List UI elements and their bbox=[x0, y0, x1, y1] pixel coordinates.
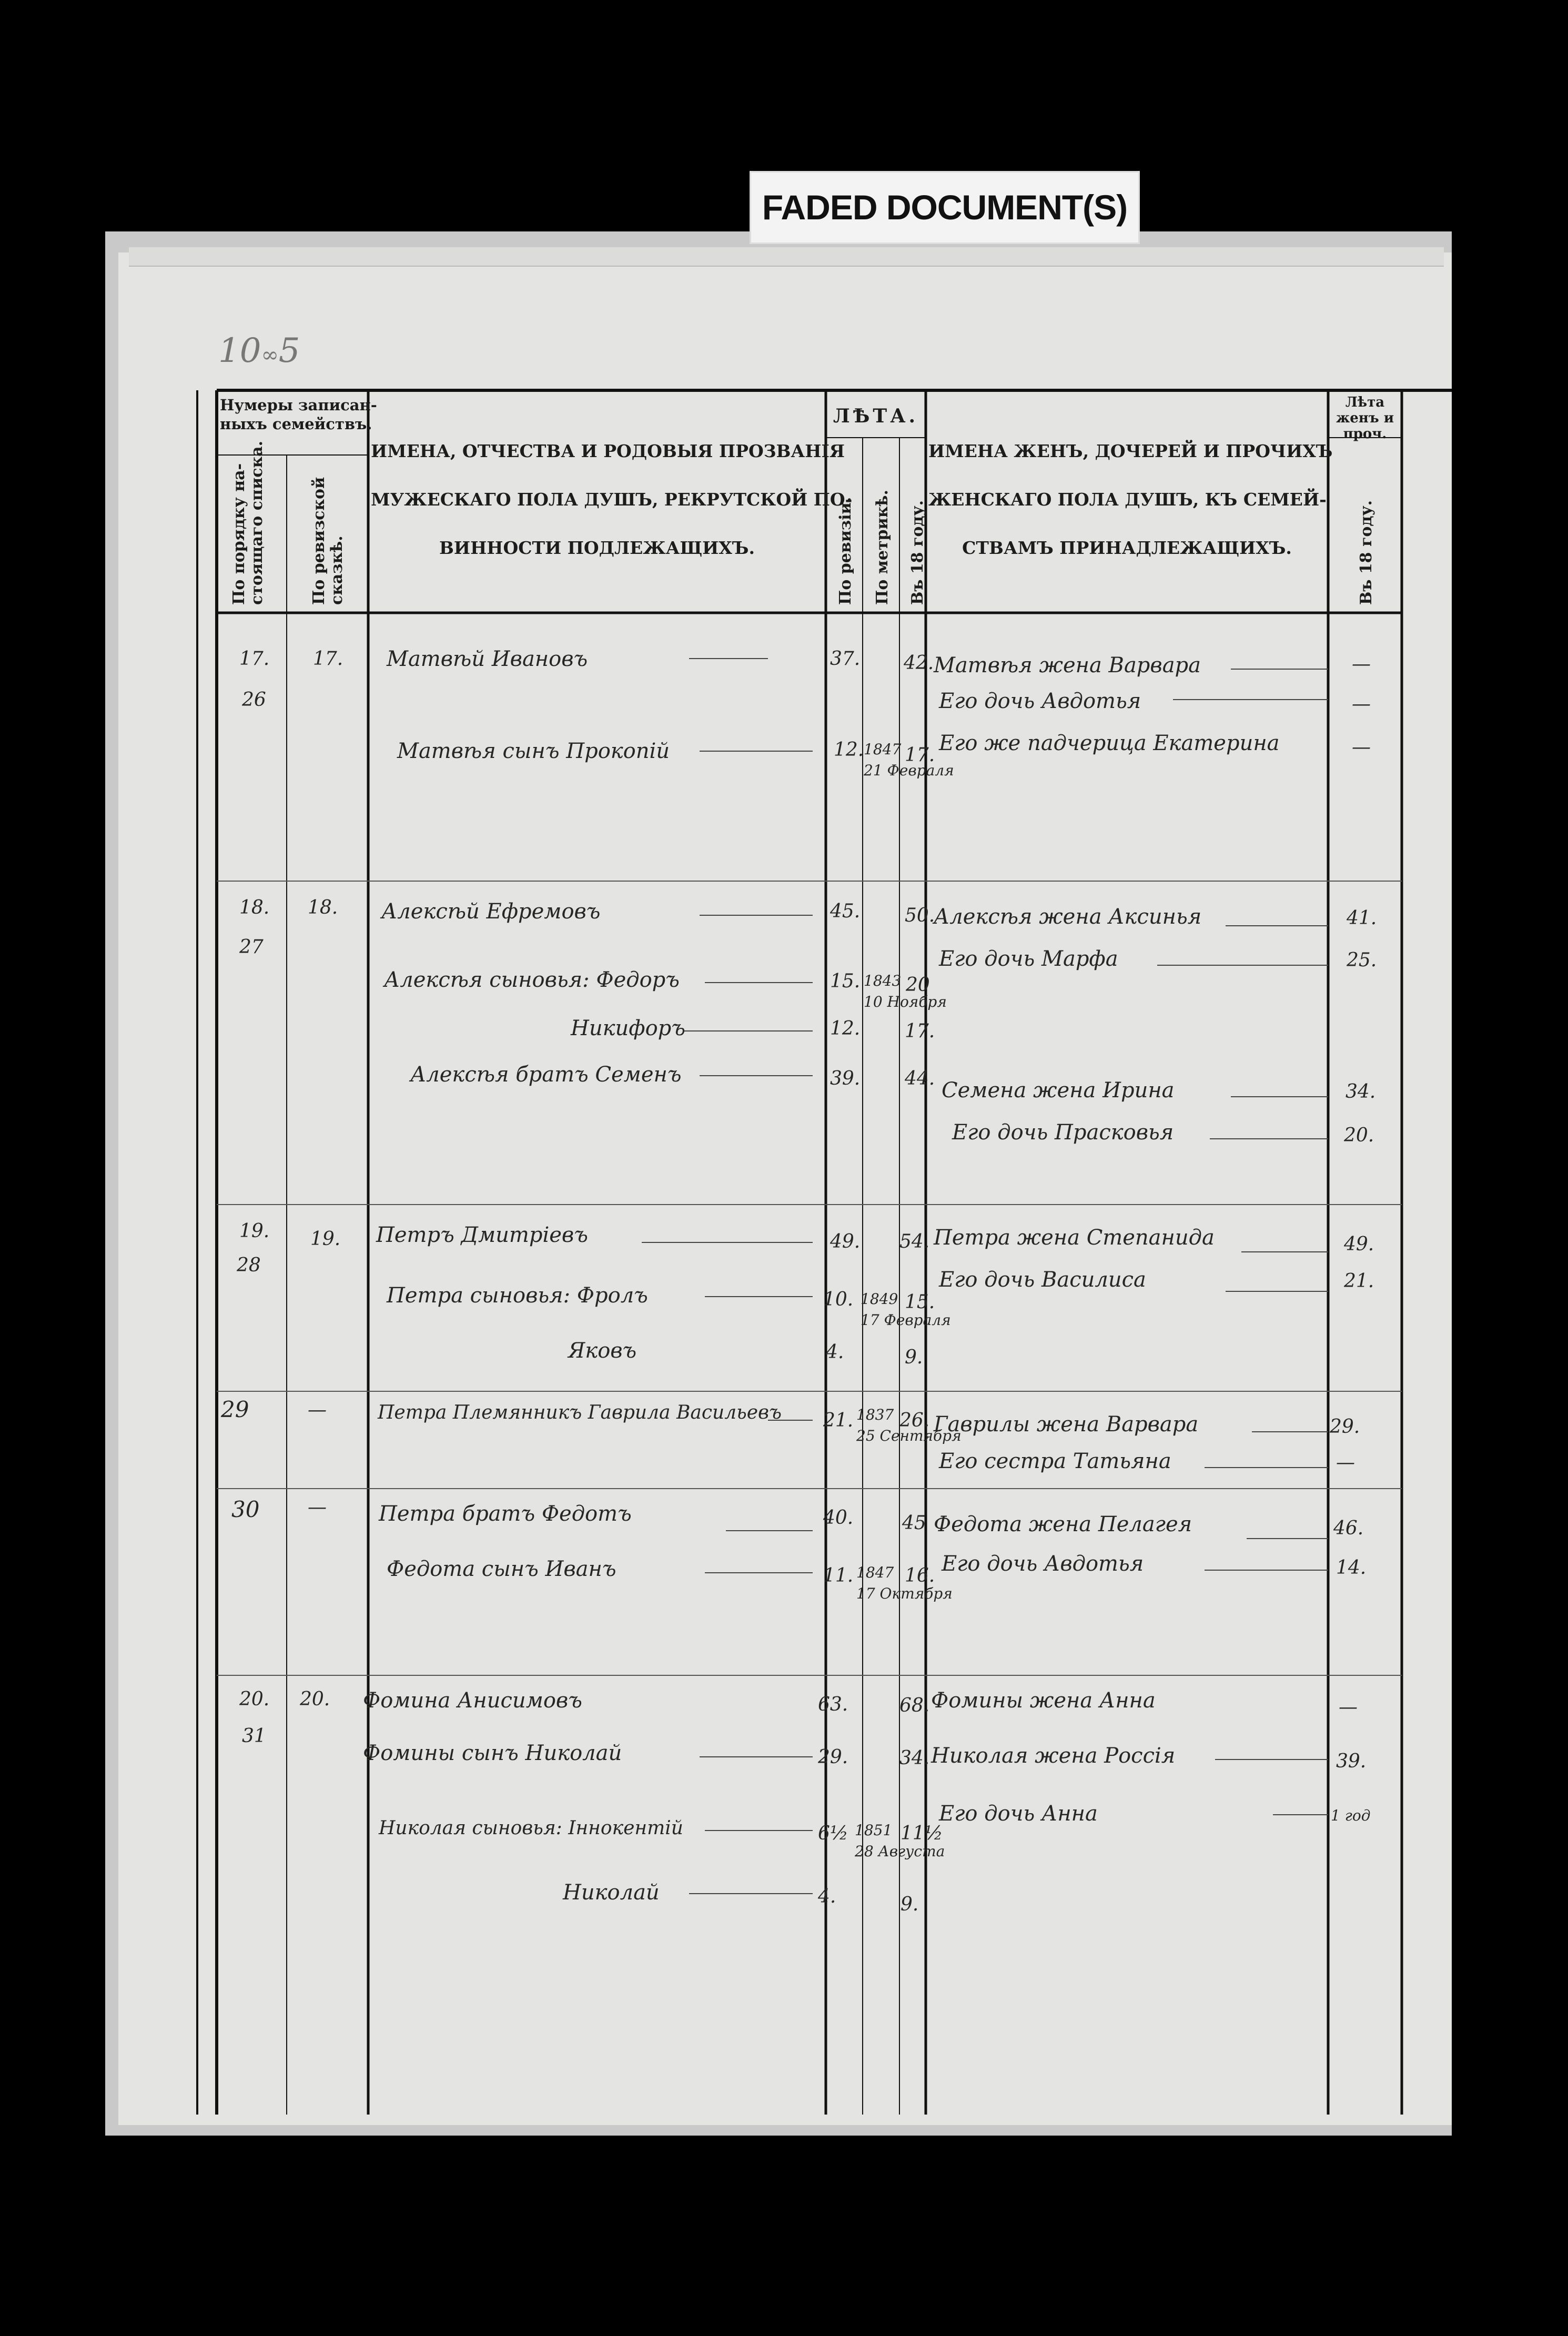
row2-male-0-rev: 45. bbox=[830, 901, 861, 922]
row2-male-1-rev: 15. bbox=[830, 970, 861, 992]
row3-female-0-age: 49. bbox=[1344, 1233, 1374, 1255]
row6-male-1-rev: 29. bbox=[818, 1746, 848, 1768]
row1-female-1-age: — bbox=[1352, 693, 1371, 715]
row5-male-0-y18: 45 bbox=[902, 1512, 926, 1534]
row6-male-2-metric: 1851 28 Августа bbox=[855, 1822, 945, 1860]
row2-female-0-age: 41. bbox=[1347, 907, 1377, 929]
row2-male-2-y18: 17. bbox=[905, 1020, 935, 1042]
row4-female-1: Его сестра Татьяна bbox=[939, 1449, 1171, 1473]
row1-female-0-age: — bbox=[1352, 653, 1371, 675]
row6-male-3-y18: 9. bbox=[901, 1894, 919, 1915]
row5-num-current: 30 bbox=[231, 1496, 260, 1522]
row3-num-revision: 19. bbox=[310, 1228, 341, 1250]
row4-num-current: 29 bbox=[221, 1397, 249, 1422]
row1-num-current: 17. bbox=[239, 648, 270, 670]
row1-male-0: Матвѣй Ивановъ bbox=[387, 647, 588, 671]
header-col-by-metric: По метрикѣ. bbox=[873, 490, 892, 605]
row3-female-0: Петра жена Степанида bbox=[934, 1226, 1215, 1250]
row6-num-current: 20. bbox=[239, 1688, 270, 1710]
header-col-year18: Въ 18 году. bbox=[908, 500, 927, 605]
row1-female-2-age: — bbox=[1352, 736, 1371, 758]
row5-male-1-rev: 11. bbox=[823, 1565, 854, 1586]
row3-male-1-y18: 15. bbox=[905, 1291, 935, 1313]
row6-male-2-rev: 6½ bbox=[818, 1823, 848, 1844]
row2-female-3: Его дочь Прасковья bbox=[952, 1120, 1174, 1145]
row3-male-1: Петра сыновья: Фролъ bbox=[387, 1283, 648, 1308]
row2-female-0: Алексѣя жена Аксинья bbox=[934, 905, 1202, 929]
row1-male-1-rev: 12. bbox=[834, 739, 864, 761]
row2-female-1: Его дочь Марфа bbox=[939, 947, 1118, 971]
header-col-by-revision: По ревизіи. bbox=[836, 497, 855, 605]
row1-male-1-metric: 1847 21 Февраля bbox=[864, 741, 954, 779]
row5-female-1-age: 14. bbox=[1336, 1557, 1367, 1579]
row4-num-revision: — bbox=[308, 1399, 327, 1421]
row4-male-0: Петра Племянникъ Гаврила Васильевъ bbox=[378, 1402, 782, 1423]
row6-female-0-age: — bbox=[1339, 1696, 1358, 1718]
row5-male-1: Федота сынъ Иванъ bbox=[387, 1557, 616, 1581]
row3-female-1: Его дочь Василиса bbox=[939, 1268, 1146, 1292]
header-female-year18: Въ 18 году. bbox=[1357, 500, 1375, 605]
row6-male-0-rev: 63. bbox=[818, 1694, 848, 1715]
row4-male-0-rev: 21. bbox=[823, 1410, 854, 1431]
row5-female-1: Его дочь Авдотья bbox=[942, 1552, 1144, 1576]
row2-num-current-2: 27 bbox=[239, 936, 264, 958]
row5-female-0-age: 46. bbox=[1333, 1518, 1364, 1539]
row5-male-0: Петра братъ Федотъ bbox=[379, 1502, 632, 1526]
row6-male-1: Фомины сынъ Николай bbox=[363, 1741, 622, 1765]
row6-male-3-rev: 4. bbox=[818, 1886, 836, 1907]
row4-female-0: Гаврилы жена Варвара bbox=[934, 1412, 1199, 1437]
header-female-years: Лѣта женъ и проч. bbox=[1336, 395, 1394, 442]
row3-male-2: Яковъ bbox=[568, 1339, 637, 1363]
row6-male-2-y18: 11½ bbox=[901, 1823, 943, 1844]
row1-female-1: Его дочь Авдотья bbox=[939, 689, 1141, 713]
row3-male-1-metric: 1849 17 Февраля bbox=[861, 1290, 951, 1329]
row4-male-0-y18: 26. bbox=[899, 1410, 930, 1431]
row1-male-1: Матвѣя сынъ Прокопій bbox=[397, 739, 670, 763]
row2-male-2-rev: 12. bbox=[830, 1018, 861, 1039]
faded-document-label: FADED DOCUMENT(S) bbox=[750, 171, 1140, 244]
row5-male-0-rev: 40. bbox=[823, 1507, 854, 1529]
row6-male-0: Фомина Анисимовъ bbox=[363, 1688, 582, 1713]
header-col-revision: По ревизской сказкѣ. bbox=[310, 477, 346, 605]
row5-num-revision: — bbox=[308, 1496, 327, 1518]
row1-female-2: Его же падчерица Екатерина bbox=[939, 731, 1280, 755]
row2-num-current: 18. bbox=[239, 897, 270, 918]
row4-female-1-age: — bbox=[1336, 1452, 1355, 1473]
row3-num-current: 19. bbox=[239, 1220, 270, 1242]
header-col-current: По порядку на- стоящаго списка. bbox=[230, 440, 266, 605]
row3-num-current-2: 28 bbox=[237, 1255, 261, 1276]
row3-male-2-y18: 9. bbox=[905, 1347, 923, 1368]
row1-num-current-2: 26 bbox=[242, 689, 266, 711]
row4-male-0-metric: 1837 25 Сентября bbox=[856, 1406, 962, 1444]
row6-female-1: Николая жена Россія bbox=[931, 1744, 1176, 1768]
row6-num-current-2: 31 bbox=[242, 1725, 266, 1747]
header-family-numbers: Нумеры записан- ныхъ семействъ. bbox=[220, 396, 377, 433]
row1-female-0: Матвѣя жена Варвара bbox=[934, 653, 1201, 677]
row2-num-revision: 18. bbox=[308, 897, 338, 918]
folio-number: 10∞5 bbox=[218, 331, 300, 370]
row1-male-1-y18: 17. bbox=[905, 744, 935, 766]
row2-male-1-y18: 20 bbox=[906, 974, 930, 996]
row2-male-3-y18: 44. bbox=[905, 1068, 935, 1089]
row6-male-3: Николай bbox=[563, 1880, 660, 1905]
row2-male-0: Алексѣй Ефремовъ bbox=[381, 899, 601, 924]
row6-male-1-y18: 34. bbox=[899, 1747, 930, 1769]
row3-male-0-y18: 54. bbox=[899, 1231, 930, 1252]
header-female-names: ИМЕНА ЖЕНЪ, ДОЧЕРЕЙ И ПРОЧИХЪ ЖЕНСКАГО ПОЛА ДУШЪ, КЪ СЕМЕЙ- СТВАМЪ ПРИНАДЛЕЖАЩИХЪ. bbox=[928, 441, 1333, 558]
header-male-names: ИМЕНА, ОТЧЕСТВА И РОДОВЫЯ ПРОЗВАНІЯ МУЖЕСКАГО ПОЛА ДУШЪ, РЕКРУТСКОЙ ВИННОСТИ ПОДЛЕЖАЩИХЪ. bbox=[371, 441, 845, 558]
row2-male-3: Алексѣя братъ Семенъ bbox=[410, 1063, 682, 1087]
row5-female-0: Федота жена Пелагея bbox=[934, 1512, 1192, 1536]
row6-num-revision: 20. bbox=[300, 1688, 330, 1710]
row2-male-2: Никифоръ bbox=[571, 1016, 685, 1040]
row3-female-1-age: 21. bbox=[1344, 1270, 1374, 1292]
row3-male-0-rev: 49. bbox=[830, 1231, 861, 1252]
row6-female-0: Фомины жена Анна bbox=[931, 1688, 1156, 1713]
row2-male-3-rev: 39. bbox=[830, 1068, 861, 1089]
row6-female-2-age: 1 год bbox=[1331, 1807, 1371, 1824]
header-years: ЛѢТА. bbox=[833, 405, 919, 427]
row3-male-2-rev: 4. bbox=[826, 1341, 844, 1363]
row3-male-1-rev: 10. bbox=[823, 1289, 854, 1310]
row2-female-2-age: 34. bbox=[1346, 1081, 1376, 1103]
row5-male-1-y18: 16. bbox=[905, 1565, 935, 1586]
row3-male-0: Петръ Дмитріевъ bbox=[376, 1223, 588, 1247]
row2-female-2: Семена жена Ирина bbox=[942, 1078, 1175, 1103]
row6-female-2: Его дочь Анна bbox=[939, 1802, 1098, 1826]
row2-male-0-y18: 50. bbox=[905, 905, 935, 926]
row2-female-1-age: 25. bbox=[1347, 949, 1377, 971]
row2-male-1: Алексѣя сыновья: Федоръ bbox=[384, 968, 680, 992]
row2-female-3-age: 20. bbox=[1344, 1125, 1374, 1146]
row1-num-revision: 17. bbox=[313, 648, 343, 670]
row6-female-1-age: 39. bbox=[1336, 1751, 1367, 1772]
row2-male-1-metric: 1843 10 Ноября bbox=[864, 972, 947, 1010]
row4-female-0-age: 29. bbox=[1330, 1416, 1360, 1438]
row1-male-0-y18: 42. bbox=[904, 652, 934, 674]
row6-male-2: Николая сыновья: Іннокентій bbox=[379, 1817, 683, 1839]
row5-male-1-metric: 1847 17 Октября bbox=[856, 1564, 953, 1602]
row6-male-0-y18: 68. bbox=[899, 1695, 930, 1716]
row1-male-0-rev: 37. bbox=[830, 648, 861, 670]
